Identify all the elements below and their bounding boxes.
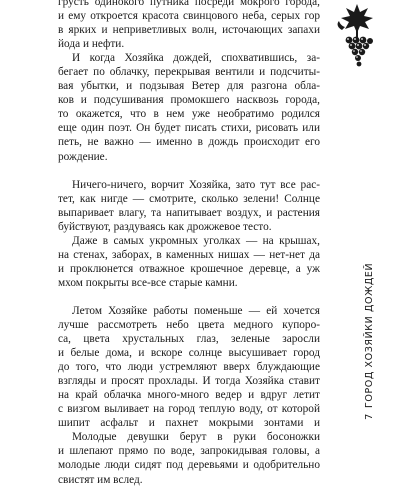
paragraph xyxy=(58,51,320,163)
text-line: шипит асфальт и пахнет мокрыми зонтами и xyxy=(58,417,320,430)
text-line: свистят им вслед. xyxy=(58,473,143,486)
running-head xyxy=(360,262,380,410)
text-line: на край облачка много-много ведер и вдруг летит xyxy=(58,389,320,402)
running-head-text: ГОРОД ХОЗЯЙКИ ДОЖДЕЙ xyxy=(364,262,375,408)
text-line: бегает по облачку, перекрывая вентили и подсчиты- xyxy=(58,66,320,79)
body-text xyxy=(58,0,320,487)
text-line: на стенах, заборах, в каменных нишах — нет-нет да xyxy=(58,248,320,261)
text-line: ков и подсушивания промокшего насквозь города, xyxy=(58,94,320,107)
paragraph xyxy=(58,178,320,234)
text-line: петь, не важно — именно в дождь происходит его xyxy=(58,136,320,149)
text-line: и проклюнется отважное крошечное деревце, а уж xyxy=(58,262,320,275)
text-line: и шлепают прямо по воде, запрокидывая головы, а xyxy=(58,445,320,458)
text-line: йода и нефти. xyxy=(58,38,125,51)
text-line: мхом покрыты все-все старые камни. xyxy=(58,276,238,289)
text-line: и белые дома, и вскоре солнце высушивает город xyxy=(58,347,320,360)
text-line: Ничего-ничего, ворчит Хозяйка, зато тут все рас- xyxy=(72,178,320,191)
paragraph xyxy=(58,304,320,487)
text-line: выпаривает влагу, та напитывает воздух, и растения xyxy=(58,206,320,219)
text-line: с визгом выливает на город теплую воду, от которой xyxy=(58,403,320,416)
text-line: до того, что люди устремляют вверх блуждающие xyxy=(58,361,320,374)
text-line: и ему откроется красота свинцового неба, серых гор xyxy=(58,10,320,23)
paragraph xyxy=(58,234,320,290)
text-line: Молодые девушки берут в руки босоножки xyxy=(72,431,320,444)
text-line: И когда Хозяйка дождей, спохватившись, за- xyxy=(72,52,320,65)
text-line: тет, как нигде — смотрите, сколько зелени! Солнце xyxy=(58,192,320,205)
text-line: грусть одинокого путника посреди мокрого города, xyxy=(58,0,320,8)
text-line: лучше рассмотреть небо цвета медного купоро- xyxy=(58,318,320,331)
text-line: Даже в самых укромных уголках — на крышах, xyxy=(72,234,320,247)
text-line: Летом Хозяйке работы поменьше — ей хочется xyxy=(72,304,320,317)
text-line: еще один поэт. Он будет писать стихи, рисовать или xyxy=(58,122,320,135)
text-line: рождение. xyxy=(58,150,108,163)
text-line: в ярких и неприветливых волн, источающих запахи xyxy=(58,24,320,37)
text-line: вая убытки, и подзывая Ветер для разгона обла- xyxy=(58,80,320,93)
text-line: са, цвета хрустальных глаз, зеленые заросли xyxy=(58,333,320,346)
page-number-text: 7 xyxy=(364,413,375,420)
paragraph xyxy=(58,0,320,51)
text-line: молодые люди сидят под деревьями и одобрительно xyxy=(58,459,320,472)
text-line: буйствуют, раздуваясь как дрожжевое тесто. xyxy=(58,220,272,233)
text-line: то окажется, что в нем уже необратимо родился xyxy=(58,108,320,121)
grape-vine-ornament-icon xyxy=(330,0,384,72)
page-number xyxy=(362,408,376,422)
text-line: взгляды и просят прохлады. И тогда Хозяйка ставит xyxy=(58,375,320,388)
